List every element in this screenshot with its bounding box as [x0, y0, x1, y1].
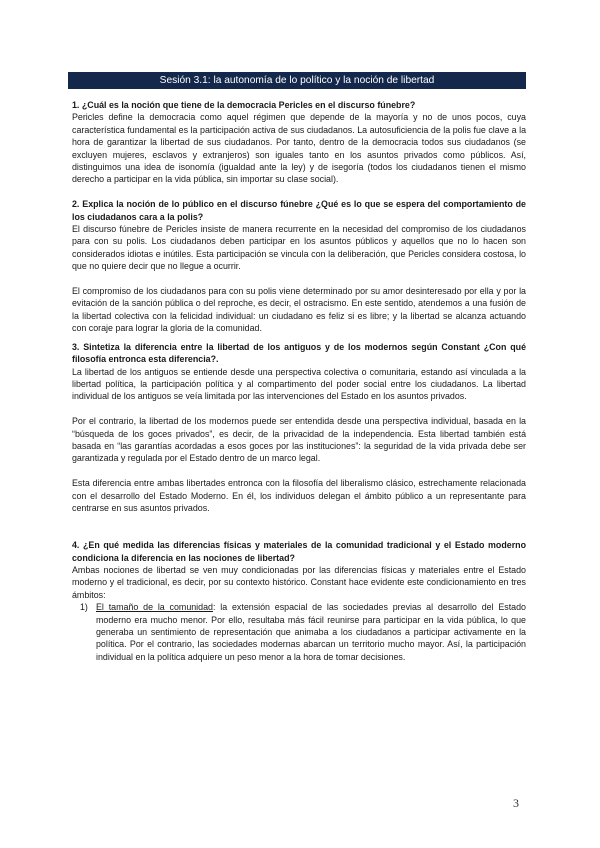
answer-paragraph: Por el contrario, la libertad de los modernos puede ser entendida desde una perspectiva individual, basada en la “búsqueda de los goces privados”, es decir, de la privacidad de la independencia. Esta libertad también está basada en “las garantías acordadas a esos goces por las instituciones”: la seguridad de la vida privada debe ser garantizada y regulada por el Estado dentro de un marco legal.: [72, 416, 526, 464]
list-item-number: 1): [80, 602, 88, 613]
answer-paragraph: Ambas nociones de libertad se ven muy condicionadas por las diferencias físicas y materiales entre el Estado moderno y el tradicional, es decir, por su contexto histórico. Constant hace evidente este condicionamiento en tres ámbitos:: [72, 564, 526, 600]
session-banner: Sesión 3.1: la autonomía de lo político y la noción de libertad: [68, 72, 526, 89]
answer-paragraph: Esta diferencia entre ambas libertades entronca con la filosofía del liberalismo clásico, estrechamente relacionada con el desarrollo del Estado Moderno. En él, los individuos delegan el ámbito público a un representante para centrarse en sus asuntos privados.: [72, 478, 526, 513]
document-body: [72, 99, 526, 663]
section-3: [72, 341, 526, 515]
list-item: [72, 601, 526, 663]
question-1: 1. ¿Cuál es la noción que tiene de la democracia Pericles en el discurso fúnebre?: [72, 100, 416, 110]
question-3: 3. Sintetiza la diferencia entre la libertad de los antiguos y de los modernos según Constant ¿Con qué filosofía entronca esta diferencia?.: [72, 341, 526, 365]
question-4: 4. ¿En qué medida las diferencias físicas y materiales de la comunidad tradicional y el Estado moderno condiciona la diferencia en las nociones de libertad?: [72, 540, 526, 563]
question-2: 2. Explica la noción de lo público en el discurso fúnebre ¿Qué es lo que se espera del comportamiento de los ciudadanos cara a la polis?: [72, 199, 526, 222]
answer-paragraph: El compromiso de los ciudadanos para con su polis viene determinado por su amor desinteresado por ella y por la evitación de la sanción pública o del reproche, es decir, el ostracismo. En este sentido, atendemos a una fusión de la libertad colectiva con la felicidad individual: un ciudadano es feliz si es libre; y la libertad se alcanza actuando con coraje para lograr la gloria de la comunidad.: [72, 286, 526, 334]
section-1: [72, 99, 526, 186]
numbered-list: [72, 601, 526, 663]
page-number: 3: [513, 796, 519, 810]
list-item-term: El tamaño de la comunidad: [96, 602, 213, 613]
answer-paragraph: El discurso fúnebre de Pericles insiste de manera recurrente en la necesidad del compromiso de los ciudadanos para con su polis. Los ciudadanos deben participar en los asuntos públicos y aquellos que no lo hacen son considerados idiotas e inútiles. Esta participación se vincula con la deliberación, que Pericles considera costosa, lo que no quiere decir que no llegue a ocurrir.: [72, 224, 526, 272]
section-2: [72, 198, 526, 334]
answer-paragraph: Pericles define la democracia como aquel régimen que depende de la mayoría y no de unos pocos, cuya característica fundamental es la participación activa de sus ciudadanos. La autosuficiencia de la polis fue clave a la hora de garantizar la libertad de sus ciudadanos. Por tanto, dentro de la democracia todos sus ciudadanos (se excluyen mujeres, esclavos y extranjeros) son iguales tanto en los asuntos privados como públicos. Así, distinguimos una idea de isonomía (igualdad ante la ley) y de isegoría (todos los ciudadanos tienen el mismo derecho a participar en la vida pública, sin importar su clase social).: [72, 112, 526, 185]
list-item-text: : la extensión espacial de las sociedades previas al desarrollo del Estado moderno era mucho menor. Por ello, resultaba más fácil reunirse para participar en la vida pública, lo que generaba un sentimiento de representación que animaba a los ciudadanos a participar activamente en la política. Por el contrario, las sociedades modernas abarcan un territorio mucho mayor. Así, la participación individual en la política adquiere un peso menor a la hora de tomar decisiones.: [96, 602, 526, 662]
section-4: [72, 539, 526, 663]
answer-paragraph: La libertad de los antiguos se entiende desde una perspectiva colectiva o comunitaria, estando así vinculada a la libertad política, la participación política y al compartimento del poder social entre los ciudadanos. La libertad individual de los antiguos se veía limitada por las intervenciones del Estado en los asuntos privados.: [72, 366, 526, 402]
